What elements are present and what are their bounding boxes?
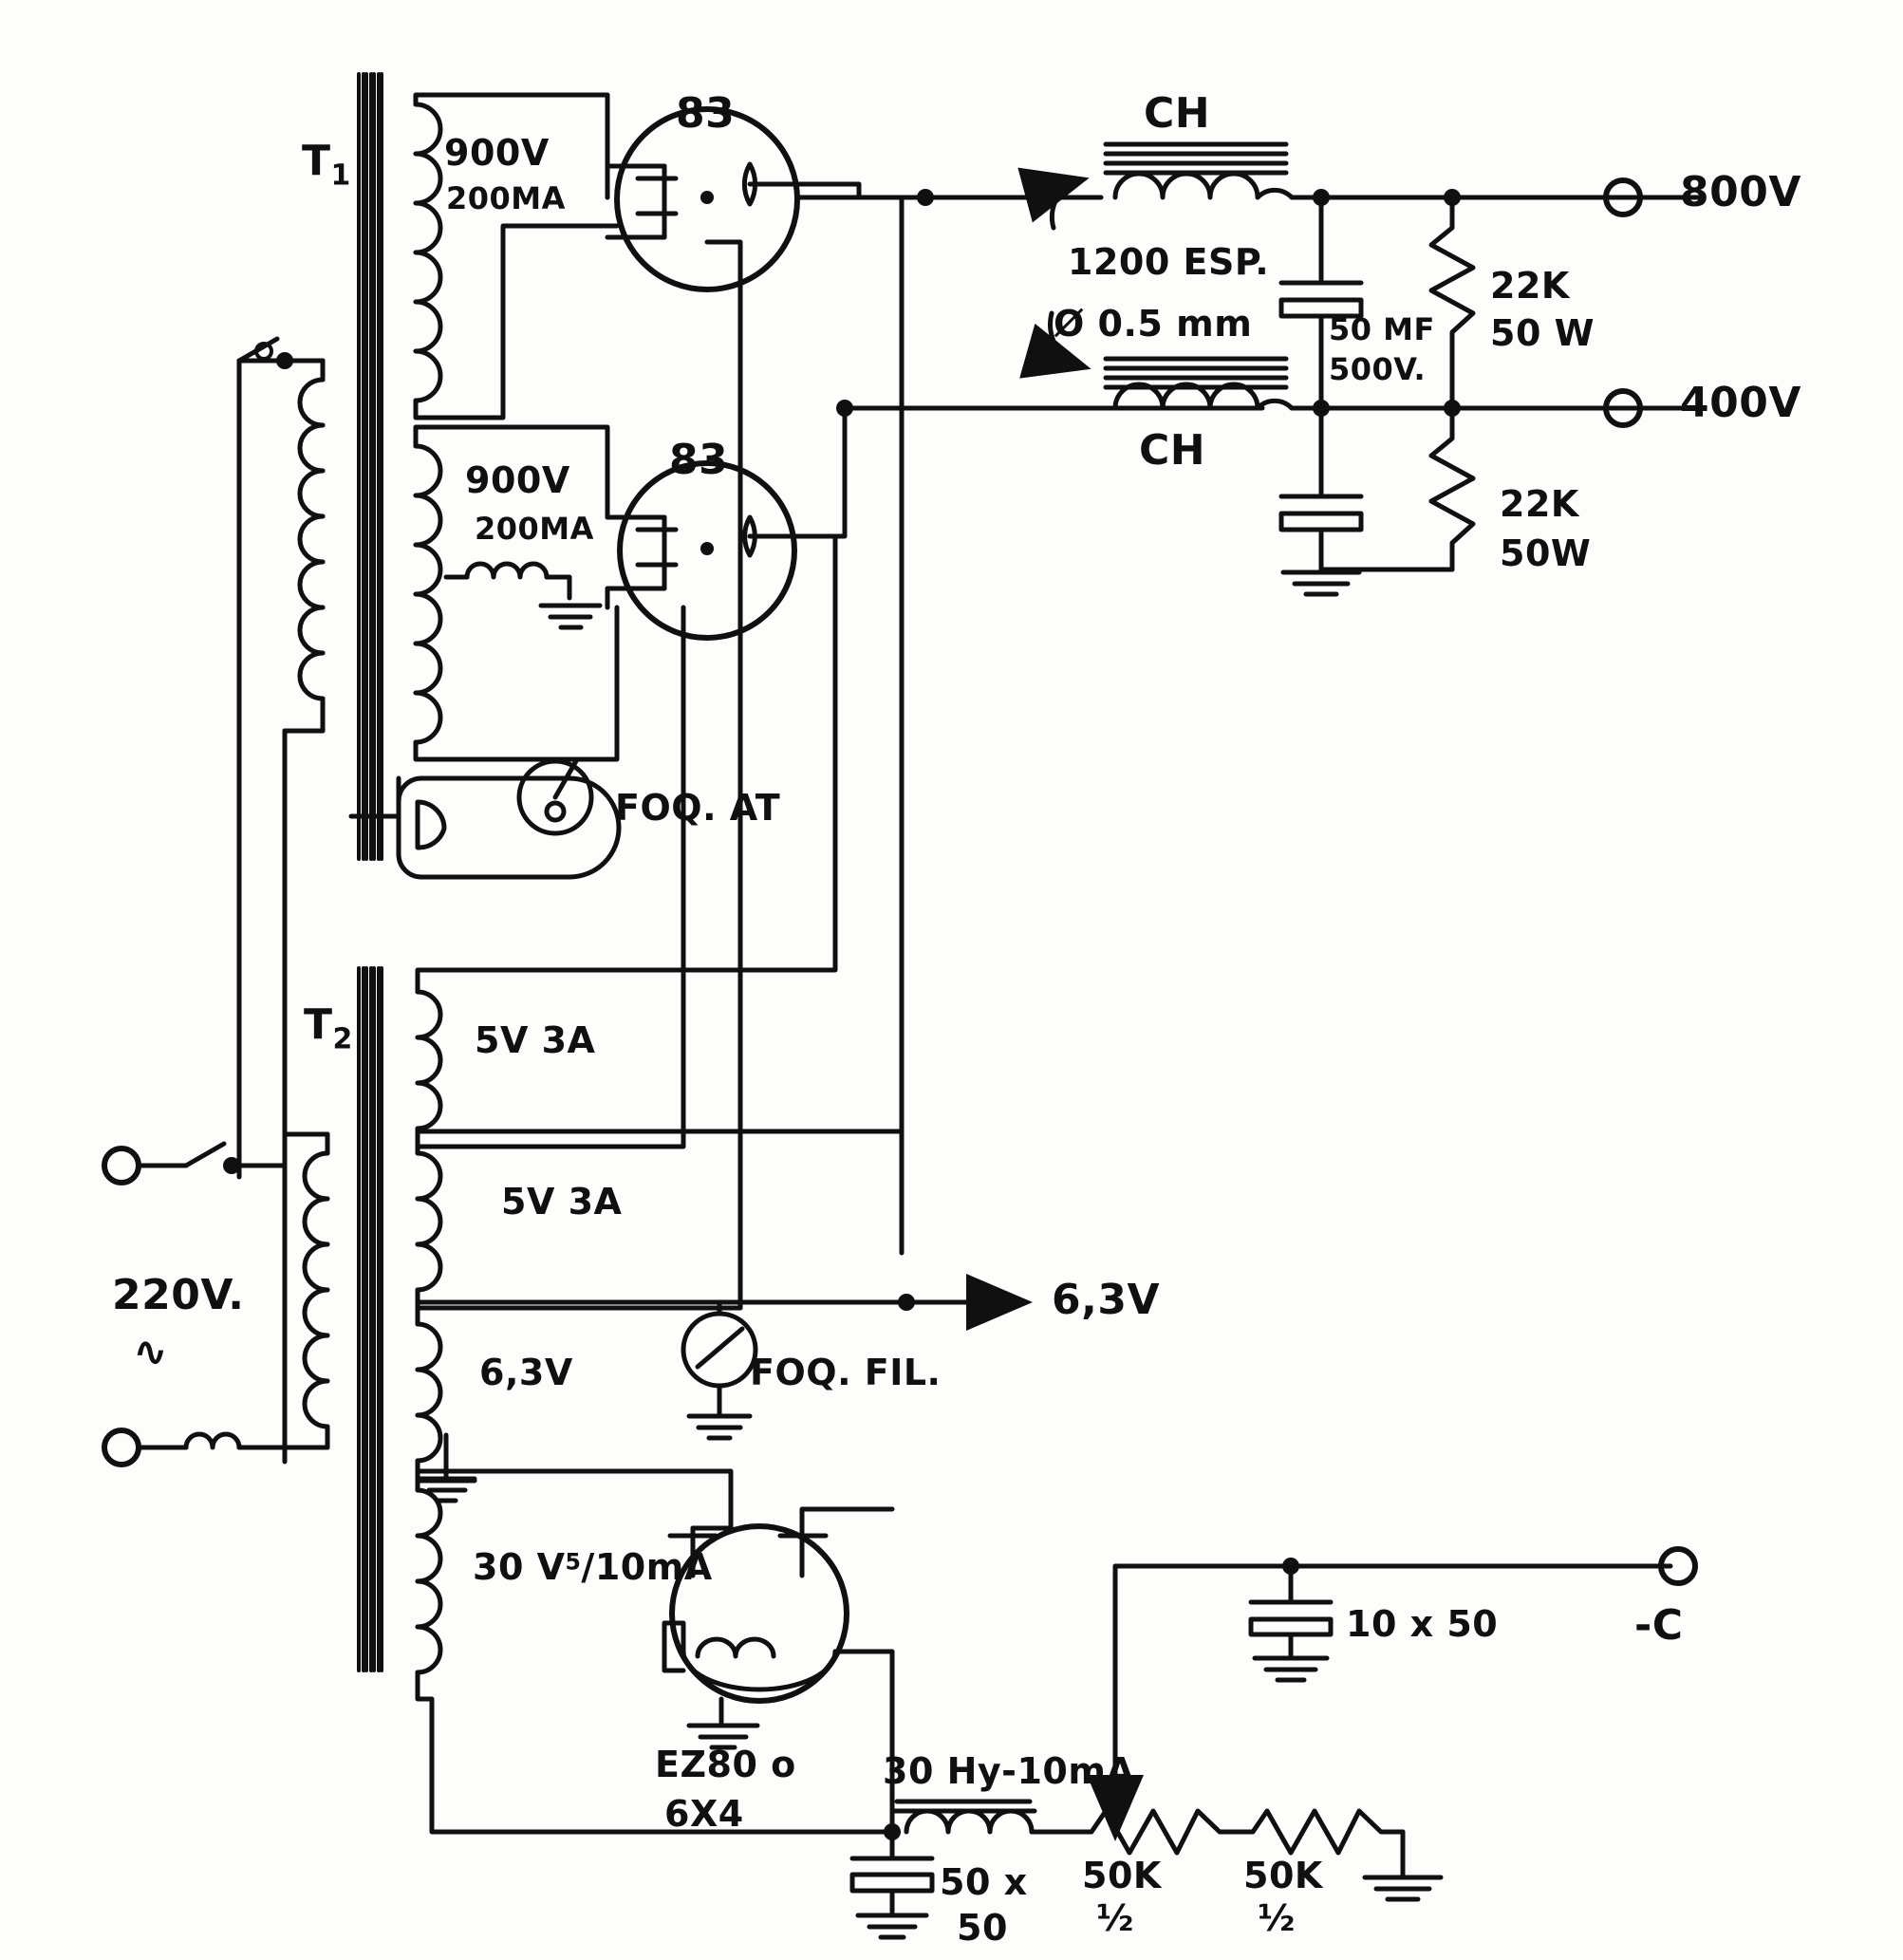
transformer-t2-primary-coil xyxy=(285,1134,327,1447)
label-cap-50mf-voltage: 500V. xyxy=(1329,351,1427,387)
label-ez80: EZ80 o xyxy=(655,1744,796,1785)
fuse-fil-symbol xyxy=(683,1302,756,1438)
label-output-400v: 400V xyxy=(1680,379,1801,427)
label-choke-wire: Ø 0.5 mm xyxy=(1054,303,1253,345)
label-output-6v3: 6,3V xyxy=(1052,1276,1160,1324)
t1-sec-a-center-lead xyxy=(503,226,617,256)
label-bias-resistor-fraction: ½ xyxy=(1258,1897,1296,1939)
label-900v-200ma-b: 900V xyxy=(465,459,570,501)
minus-c-output-branch xyxy=(1115,1549,1695,1748)
label-bleeder-2-power: 50W xyxy=(1500,532,1592,574)
fuse-at-symbol xyxy=(351,759,619,877)
label-choke-turns: 1200 ESP. xyxy=(1068,241,1270,283)
label-output-minus-c: -C xyxy=(1634,1601,1684,1650)
transformer-t2-core xyxy=(359,968,382,1671)
label-tube-83-lower: 83 xyxy=(669,436,729,484)
label-bias-pot: 50K xyxy=(1082,1855,1162,1896)
bias-choke-30hy xyxy=(884,1801,1073,1840)
label-tube-83-upper: 83 xyxy=(676,89,736,138)
bias-cap-50x50 xyxy=(852,1832,932,1937)
label-output-800v: 800V xyxy=(1680,168,1801,216)
label-6x4: 6X4 xyxy=(664,1793,744,1835)
t2-6v3-lead-top xyxy=(418,1302,721,1324)
t2-5v3a-b-lead-top xyxy=(418,1131,902,1253)
label-5v3a-a: 5V 3A xyxy=(475,1019,596,1061)
transformer-t2-sec-5v3a-a xyxy=(418,992,440,1129)
t1-sec-b-lead-bottom xyxy=(416,607,617,759)
transformer-t2-sec-30v xyxy=(418,1490,440,1672)
output-6v3-branch xyxy=(721,1294,1023,1311)
choke-ch-top xyxy=(1106,144,1319,197)
transformer-t2-sec-5v3a-b xyxy=(418,1153,440,1290)
label-bleeder-1-power: 50 W xyxy=(1490,312,1595,354)
filament-rf-choke-ground xyxy=(446,564,600,627)
t2-5v3a-b-lead-riser2 xyxy=(707,242,740,1308)
transformer-t1-secondary-900v-b xyxy=(416,446,440,742)
choke-ch-bottom xyxy=(1106,359,1321,408)
label-mains-ac-symbol: ∿ xyxy=(133,1328,169,1376)
label-t2: $T_2$ xyxy=(304,1000,353,1056)
label-fuse-fil: FOQ. FIL. xyxy=(750,1352,942,1393)
label-cap-50mf: 50 MF xyxy=(1329,311,1435,347)
transformer-t1-secondary-900v-a xyxy=(416,104,440,401)
label-bias-resistor: 50K xyxy=(1243,1855,1323,1896)
label-bias-choke: 30 Hy-10mA xyxy=(883,1750,1135,1792)
label-6v3-winding: 6,3V xyxy=(479,1352,573,1393)
label-bias-cap-50x50: 50 x xyxy=(940,1861,1028,1903)
label-mains-voltage: 220V. xyxy=(112,1271,245,1319)
label-choke-ch-top: CH xyxy=(1144,89,1211,138)
label-bias-cap-50x50-b: 50 xyxy=(957,1907,1008,1949)
label-choke-ch-bottom: CH xyxy=(1139,426,1206,475)
label-t1: $T_1$ xyxy=(302,137,351,193)
filter-network xyxy=(1281,189,1699,594)
label-900v-200ma-a: 900V xyxy=(444,132,550,174)
label-fuse-at: FOQ. AT xyxy=(615,787,781,829)
label-bleeder-1-resistance: 22K xyxy=(1490,265,1570,307)
label-bleeder-2-resistance: 22K xyxy=(1500,483,1579,525)
t2-5v3a-b-lead-bottom xyxy=(418,1290,740,1308)
label-30v-winding: 30 $V^5/10mA$ xyxy=(473,1546,713,1588)
label-5v3a-b: 5V 3A xyxy=(501,1181,623,1223)
label-cap-10x50: 10 x 50 xyxy=(1346,1603,1499,1645)
label-900v-200ma-b-current: 200MA xyxy=(475,511,594,547)
label-bias-pot-fraction: ½ xyxy=(1096,1897,1134,1939)
transformer-t2-sec-6v3 xyxy=(418,1324,440,1461)
label-900v-200ma-a-current: 200MA xyxy=(446,180,566,216)
transformer-t1-core xyxy=(359,74,382,859)
